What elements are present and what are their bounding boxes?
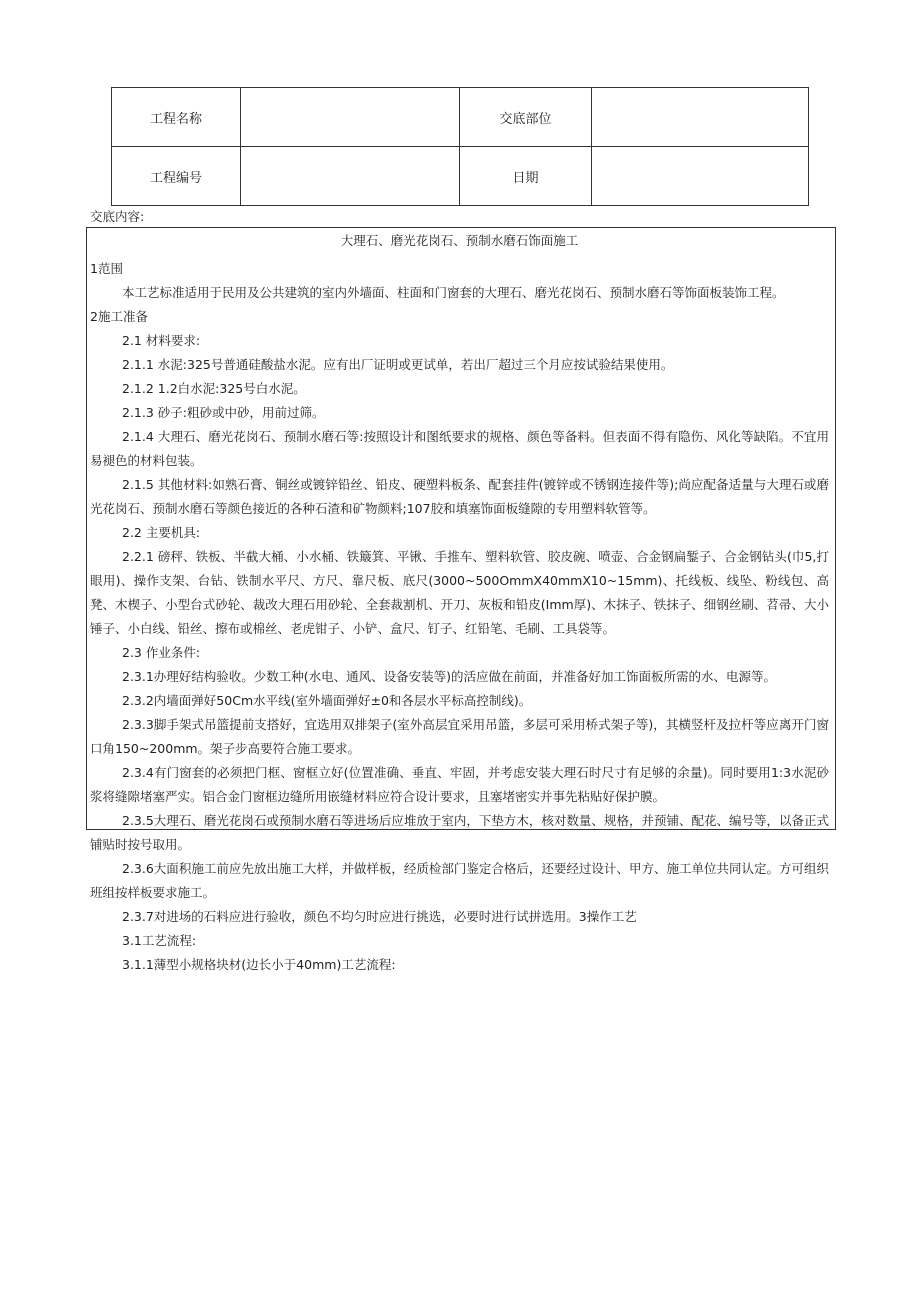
project-name-label: 工程名称 xyxy=(112,88,241,147)
handover-part-label: 交底部位 xyxy=(460,88,592,147)
subsection-heading: 2.3 作业条件: xyxy=(122,645,201,660)
paragraph: 2.3.3脚手架式吊篮提前支搭好，宜选用双排架子(室外高层宜采用吊篮，多层可采用桥式架子等)，其横竖杆及拉杆等应离开门窗口角150~200mm。架子步高要符合施工要求。 xyxy=(90,717,829,756)
handover-part-value[interactable] xyxy=(592,88,809,147)
paragraph: 2.2.1 磅秤、铁板、半截大桶、小水桶、铁簸箕、平锹、手推车、塑料软管、胶皮碗、喷壶、合金钢扁錾子、合金钢钻头(巾5,打眼用)、操作支架、台钻、铁制水平尺、方尺、靠尺板、底尺(3000~500OmmX40mmX10~15mm)、托线板、线坠、粉线包、高凳、木楔子、小型台式砂轮、裁改大理石用砂轮、全套裁割机、开刀、灰板和铅皮(Imm厚)、木抹子、铁抹子、细钢丝刷、苕帚、大小锤子、小白线、铅丝、擦布或棉丝、老虎钳子、小铲、盒尺、钉子、红铅笔、毛刷、工具袋等。 xyxy=(90,549,829,636)
paragraph: 2.3.4有门窗套的必须把门框、窗框立好(位置准确、垂直、牢固，并考虑安装大理石时尺寸有足够的余量)。同时要用1:3水泥砂浆将缝隙堵塞严实。铝合金门窗框边缝所用嵌缝材料应符合设计要求，且塞堵密实并事先粘贴好保护膜。 xyxy=(90,765,829,804)
header-row-2 xyxy=(112,147,809,206)
paragraph: 2.3.5大理石、磨光花岗石或预制水磨石等进场后应堆放于室内，下垫方木，核对数量、规格，并预铺、配花、编号等，以备正式铺贴时按号取用。 xyxy=(90,813,829,852)
header-row-1 xyxy=(112,88,809,147)
section-heading: 2施工准备 xyxy=(90,309,148,324)
handover-content-box xyxy=(86,227,836,972)
handover-content-label: 交底内容: xyxy=(90,209,145,224)
paragraph: 本工艺标准适用于民用及公共建筑的室内外墙面、柱面和门窗套的大理石、磨光花岗石、预制水磨石等饰面板装饰工程。 xyxy=(122,285,785,300)
project-no-label: 工程编号 xyxy=(112,147,241,206)
paragraph: 2.1.4 大理石、磨光花岗石、预制水磨石等:按照设计和图纸要求的规格、颜色等备料。但表面不得有隐伤、风化等缺陷。不宜用易褪色的材料包装。 xyxy=(90,429,829,468)
paragraph: 3.1.1薄型小规格块材(边长小于40mm)工艺流程: xyxy=(122,957,396,972)
paragraph: 2.3.6大面积施工前应先放出施工大样，并做样板，经质检部门鉴定合格后，还要经过设计、甲方、施工单位共同认定。方可组织班组按样板要求施工。 xyxy=(90,861,829,900)
paragraph: 2.1.1 水泥:325号普通硅酸盐水泥。应有出厂证明或更试单，若出厂超过三个月应按试验结果使用。 xyxy=(122,357,674,372)
paragraph: 2.1.3 砂子:粗砂或中砂，用前过筛。 xyxy=(122,405,325,420)
project-no-value[interactable] xyxy=(241,147,460,206)
paragraph: 2.3.2内墙面弹好50Cm水平线(室外墙面弹好±0和各层水平标高控制线)。 xyxy=(122,693,532,708)
paragraph: 2.3.1办理好结构验收。少数工种(水电、通风、设备安装等)的活应做在前面，并准备好加工饰面板所需的水、电源等。 xyxy=(122,669,777,684)
paragraph: 2.3.7对进场的石料应进行验收，颜色不均匀时应进行挑选，必要时进行试拼选用。3操作工艺 xyxy=(122,909,637,924)
section-heading: 1范围 xyxy=(90,261,123,276)
paragraph: 2.1.2 1.2白水泥:325号白水泥。 xyxy=(122,381,306,396)
paragraph: 2.1.5 其他材料:如熟石膏、铜丝或镀锌铅丝、铅皮、硬塑料板条、配套挂件(镀锌或不锈钢连接件等);尚应配备适量与大理石或磨光花岗石、预制水磨石等颜色接近的各种石渣和矿物颜料;107胶和填塞饰面板缝隙的专用塑料软管等。 xyxy=(90,477,829,516)
document-title: 大理石、磨光花岗石、预制水磨石饰面施工 xyxy=(340,233,579,248)
date-label: 日期 xyxy=(460,147,592,206)
header-info-table xyxy=(111,87,809,206)
subsection-heading: 3.1工艺流程: xyxy=(122,933,197,948)
date-value[interactable] xyxy=(592,147,809,206)
project-name-value[interactable] xyxy=(241,88,460,147)
subsection-heading: 2.1 材料要求: xyxy=(122,333,201,348)
subsection-heading: 2.2 主要机具: xyxy=(122,525,201,540)
